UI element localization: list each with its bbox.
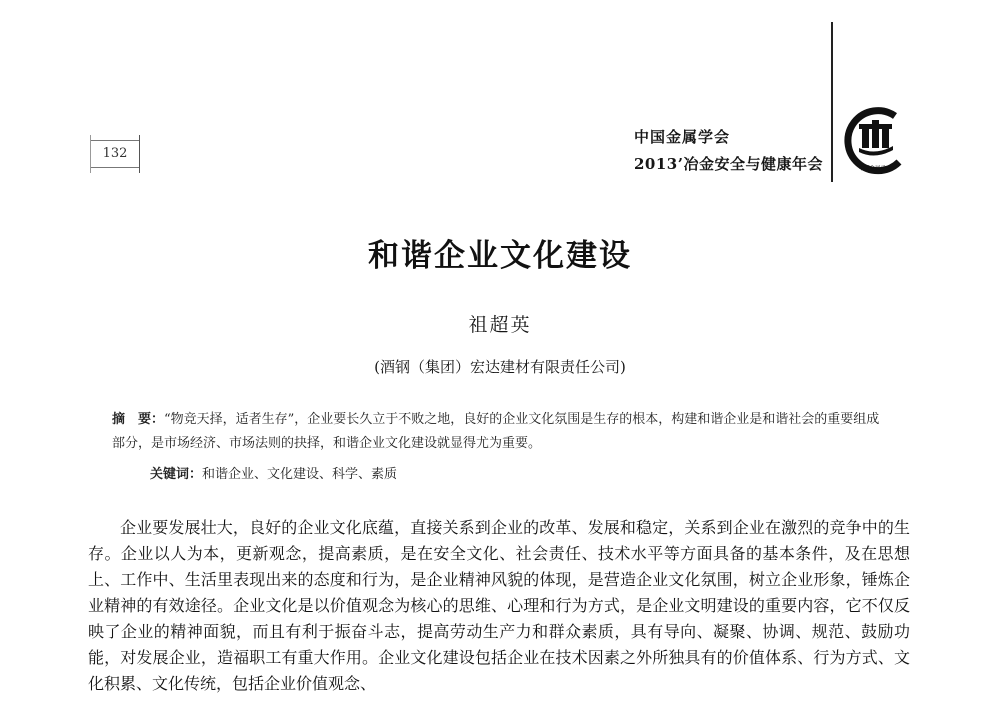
logo-mark [859,120,893,156]
keywords-label: 关键词： [150,467,203,482]
abstract [112,408,888,456]
abstract-text: “物竞天择，适者生存”，企业要长久立于不败之地，良好的企业文化氛围是生存的根本，构建和谐企业是和谐社会的重要组成部分，是市场经济、市场法则的抉择，和谐企业文化建设就显得尤为重要。 [112,412,880,451]
body-paragraph: 企业要发展壮大，良好的企业文化底蕴，直接关系到企业的改革、发展和稳定，关系到企业在激烈的竞争中的生存。企业以人为本，更新观念，提高素质，是在安全文化、社会责任、技术水平等方面具备的基本条件，及在思想上、工作中、生活里表现出来的态度和行为，是企业精神风貌的体现，是营造企业文化氛围，树立企业形象，锤炼企业精神的有效途径。企业文化是以价值观念为核心的思维、心理和行为方式，是企业文明建设的重要内容，它不仅反映了企业的精神面貌，而且有利于振奋斗志，提高劳动生产力和群众素质，具有导向、凝聚、协调、规范、鼓励功能，对发展企业，造福职工有重大作用。企业文化建设包括企业在技术因素之外所独具有的价值体系、行为方式、文化积累、文化传统，包括企业价值观念、 [88,518,910,693]
header-organization: 中国金属学会 [634,128,731,146]
keywords [150,466,397,484]
page-number: 132 [90,140,140,168]
article-affiliation: (酒钢（集团）宏达建材有限责任公司) [374,358,626,376]
abstract-label: 摘 要： [112,412,165,427]
society-logo-icon [835,104,911,180]
keywords-text: 和谐企业、文化建设、科学、素质 [202,467,398,482]
logo-text: 中国金属学会 [858,166,892,172]
header-divider [831,22,833,182]
header-conference: 2013’冶金安全与健康年会 [634,155,823,173]
article-author: 祖超英 [468,314,532,336]
article-title: 和谐企业文化建设 [368,238,632,274]
